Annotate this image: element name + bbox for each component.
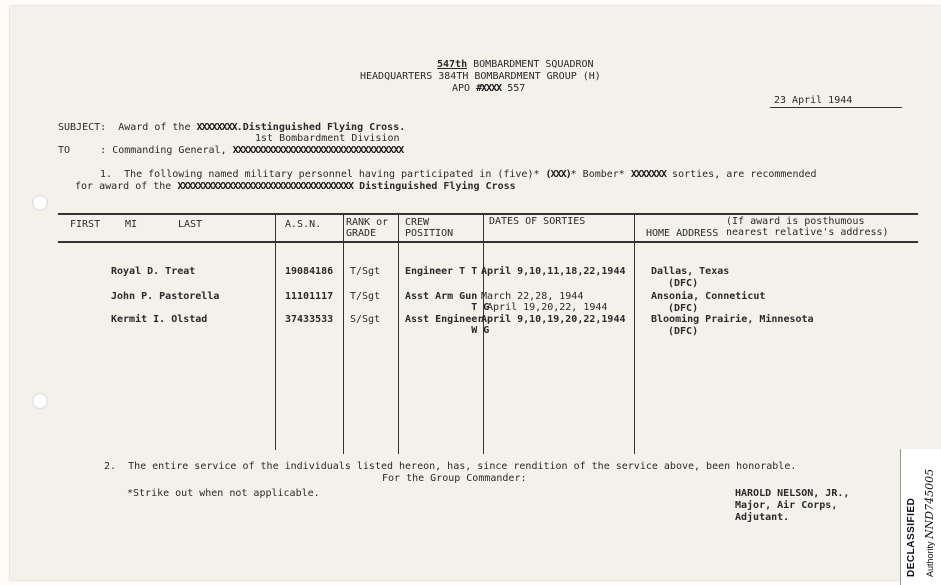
signature-title: Adjutant.	[735, 512, 790, 523]
row-2-award: (DFC)	[668, 303, 699, 314]
punch-hole-top	[32, 195, 48, 211]
to-line: TO : Commanding General, XXXXXXXXXXXXXXXXXXXXXXXXXXXXXXXXXX	[58, 145, 404, 156]
header-crew: CREW POSITION	[405, 217, 454, 239]
row-1-home: Dallas, Texas	[651, 266, 730, 277]
row-3-asn: 37433533	[285, 314, 334, 325]
paragraph-1-line2: for award of the XXXXXXXXXXXXXXXXXXXXXXXXXXXXXXXXXXX Distinguished Flying Cross	[75, 181, 516, 192]
subject-insert: 1st Bombardment Division	[255, 133, 400, 144]
row-1-dates: April 9,10,11,18,22,1944	[481, 266, 626, 277]
row-1-rank: T/Sgt	[350, 266, 381, 277]
for-group-commander: For the Group Commander:	[382, 473, 527, 484]
row-2-crew: Asst Arm Gun T G	[405, 291, 490, 313]
row-2-rank: T/Sgt	[350, 291, 381, 302]
paragraph-1-line1: 1. The following named military personnel having participated in (five)* (XXX)* Bomber* XXXXXXX sorties, are recommended	[100, 169, 817, 180]
punch-hole-bottom	[32, 393, 48, 409]
row-3-crew: Asst Engineer W G	[405, 314, 490, 336]
document-date: 23 April 1944	[774, 95, 853, 106]
header-last: LAST	[178, 219, 203, 230]
declassified-stamp	[900, 449, 941, 585]
col-divider-5	[634, 214, 635, 454]
col-divider-1	[275, 214, 276, 450]
header-dates: DATES OF SORTIES	[489, 216, 586, 227]
header-first: FIRST	[70, 219, 101, 230]
col-divider-2	[343, 214, 344, 454]
subject-line: SUBJECT: Award of the XXXXXXXX.Distinguished Flying Cross.	[58, 122, 406, 133]
header-rank: RANK or GRADE	[346, 217, 389, 239]
signature-rank: Major, Air Corps,	[735, 500, 838, 511]
row-3-award: (DFC)	[668, 326, 699, 337]
header-asn: A.S.N.	[285, 219, 322, 230]
table-top-rule	[58, 213, 918, 215]
authority-line: Authority NND745005	[923, 468, 936, 577]
row-3-rank: S/Sgt	[350, 314, 381, 325]
strike-out-note: *Strike out when not applicable.	[127, 488, 320, 499]
signature-name: HAROLD NELSON, JR.,	[735, 488, 850, 499]
declassified-label: DECLASSIFIED	[906, 497, 917, 577]
row-3-dates: April 9,10,19,20,22,1944	[481, 314, 626, 325]
header-group: HEADQUARTERS 384TH BOMBARDMENT GROUP (H)	[360, 71, 601, 82]
header-squadron: 547th BOMBARDMENT SQUADRON	[437, 59, 594, 70]
paragraph-2: 2. The entire service of the individuals listed hereon, has, since rendition of the service above, been honorable.	[104, 461, 797, 472]
date-underline	[770, 107, 902, 108]
row-1-award: (DFC)	[668, 278, 699, 289]
row-2-asn: 11101117	[285, 291, 334, 302]
col-divider-3	[398, 214, 399, 454]
row-1-crew: Engineer T T	[405, 266, 478, 277]
header-posthumous: (If award is posthumous nearest relative's address)	[726, 216, 889, 238]
row-3-home: Blooming Prairie, Minnesota	[651, 314, 814, 325]
row-1-name: Royal D. Treat	[111, 266, 196, 277]
row-2-dates: March 22,28, 1944 April 19,20,22, 1944	[481, 291, 608, 313]
table-header-rule	[58, 241, 918, 243]
header-mi: MI	[125, 219, 138, 230]
row-1-asn: 19084186	[285, 266, 334, 277]
header-apo: APO #XXXX 557	[452, 83, 526, 94]
row-3-name: Kermit I. Olstad	[111, 314, 208, 325]
header-home: HOME ADDRESS	[646, 228, 719, 239]
row-2-home: Ansonia, Conneticut	[651, 291, 766, 302]
row-2-name: John P. Pastorella	[111, 291, 220, 302]
